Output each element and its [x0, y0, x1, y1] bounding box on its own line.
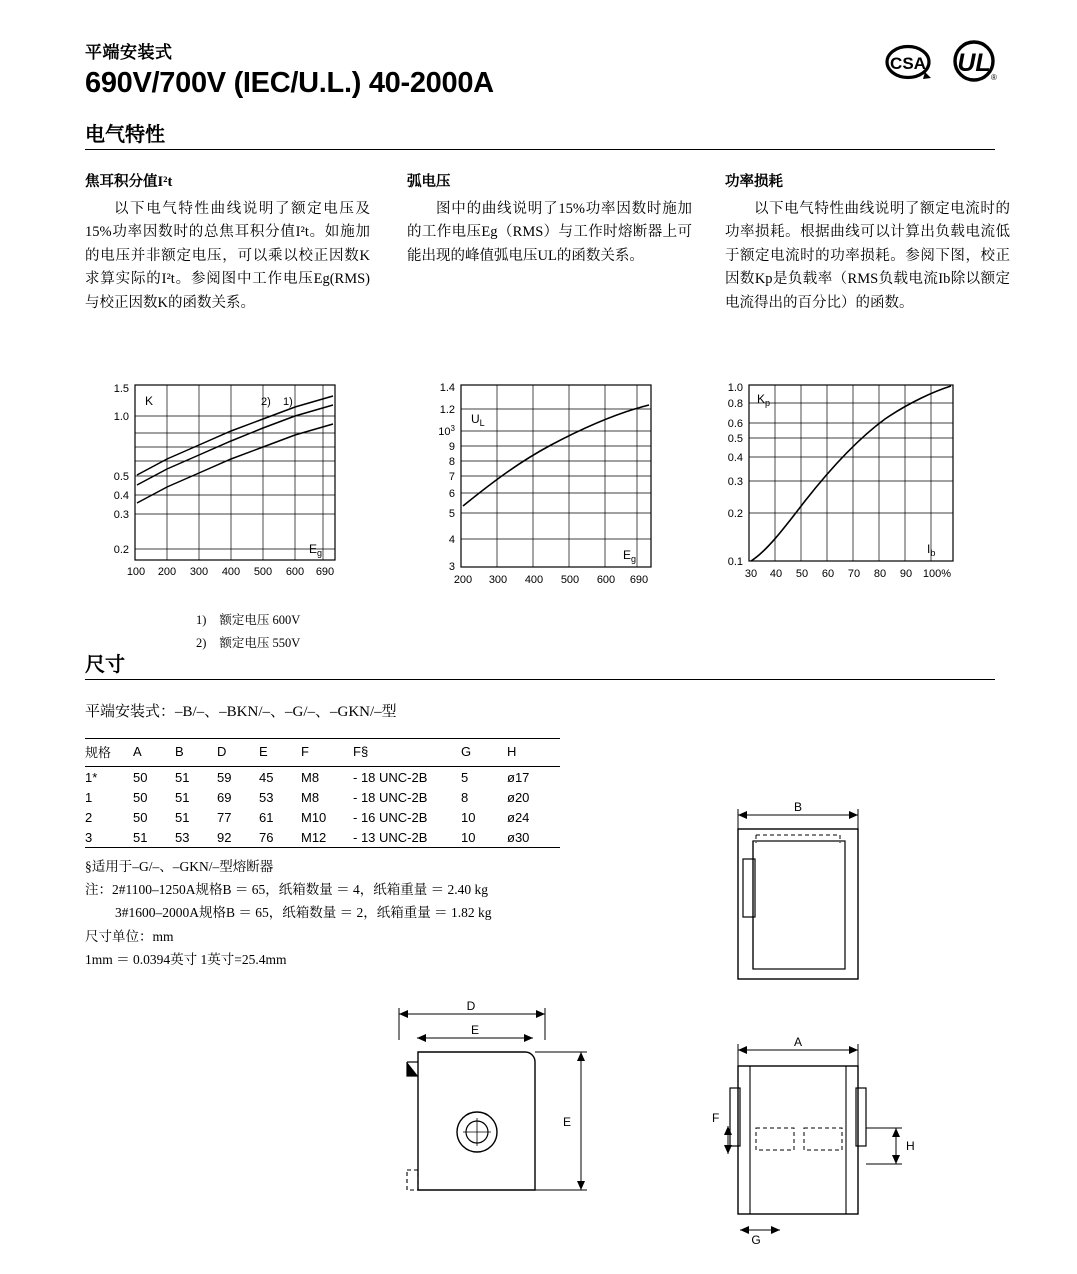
th-spec: 规格 — [85, 745, 112, 760]
header-subtitle: 平端安装式 — [85, 43, 173, 62]
cell: M8 — [301, 769, 320, 785]
footnote-text-2: 额定电压 550V — [219, 635, 301, 650]
svg-text:1): 1) — [283, 396, 293, 408]
svg-text:40: 40 — [769, 568, 783, 580]
column-heading-3: 功率损耗 — [725, 174, 783, 190]
table-row — [85, 787, 560, 807]
column-heading-1: 焦耳积分值I²t — [85, 174, 173, 190]
dimensions-subtitle: 平端安装式：–B/–、–BKN/–、–G/–、–GKN/–型 — [85, 704, 397, 720]
svg-text:8: 8 — [448, 456, 455, 468]
svg-text:E: E — [562, 1115, 571, 1129]
electrical-heading: 电气特性 — [85, 124, 165, 146]
svg-text:0.3: 0.3 — [113, 509, 129, 521]
cell: 61 — [259, 809, 274, 825]
svg-text:1.4: 1.4 — [439, 382, 455, 394]
svg-text:0.5: 0.5 — [727, 433, 743, 445]
svg-text:Eg: $E_g$ — [623, 548, 637, 564]
svg-text:200: 200 — [453, 574, 473, 586]
cell: ø24 — [507, 809, 530, 825]
th-fs: F§ — [353, 744, 369, 759]
y-tick: 1.5 — [113, 383, 129, 395]
svg-text:A: A — [793, 1035, 803, 1049]
cell: 10 — [461, 809, 476, 825]
cell: - 18 UNC-2B — [353, 789, 428, 805]
svg-text:90: 90 — [899, 568, 913, 580]
svg-text:0.4: 0.4 — [113, 490, 129, 502]
svg-text:7: 7 — [448, 471, 455, 483]
cell: ø20 — [507, 789, 530, 805]
svg-text:600: 600 — [596, 574, 616, 586]
note-2: 注：2#1100–1250A规格B ＝ 65，纸箱数量 ＝ 4，纸箱重量 ＝ 2.40 kg — [85, 882, 489, 898]
cell: 1* — [85, 769, 98, 785]
svg-text:H: H — [906, 1139, 915, 1153]
chart-arc-voltage — [425, 375, 675, 605]
svg-text:9: 9 — [448, 441, 455, 453]
svg-text:Eg: $E_g$ — [309, 542, 323, 558]
th-g: G — [461, 744, 472, 759]
table-row — [85, 807, 560, 827]
svg-text:4: 4 — [448, 534, 455, 546]
cell: 5 — [461, 769, 469, 785]
dimensions-heading: 尺寸 — [85, 654, 125, 676]
table-header-row — [85, 739, 560, 767]
dimensions-section — [85, 648, 995, 680]
svg-text:6: 6 — [448, 488, 455, 500]
svg-text:500: 500 — [560, 574, 580, 586]
svg-text:103: $10^3$ — [438, 424, 455, 438]
svg-text:®: ® — [991, 73, 997, 82]
drawing-front-view — [385, 1000, 655, 1235]
note-4: 尺寸单位：mm — [85, 928, 174, 944]
cell: 1 — [85, 789, 93, 805]
csa-logo-icon — [885, 43, 935, 81]
column-body-1: 以下电气特性曲线说明了额定电压及15%功率因数时的总焦耳积分值I²t。如施加的电压并非额定电压，可以乘以校正因数K求算实际的I²t。参阅图中工作电压Eg(RMS)与校正因数K的函数关系。 — [85, 201, 370, 311]
svg-text:UL: $U_L$ — [471, 412, 485, 428]
svg-text:1.0: 1.0 — [113, 411, 129, 423]
cell: M10 — [301, 809, 327, 825]
cell: 51 — [175, 769, 190, 785]
svg-text:2): 2) — [261, 396, 271, 408]
svg-text:0.1: 0.1 — [727, 556, 743, 568]
cell: ø30 — [507, 829, 530, 845]
cell: ø17 — [507, 769, 530, 785]
cell: 53 — [259, 789, 274, 805]
svg-text:500: 500 — [253, 566, 273, 578]
cell: 51 — [133, 829, 148, 845]
svg-text:50: 50 — [795, 568, 809, 580]
svg-text:Kp: $K_p$ — [757, 392, 771, 408]
drawing-side-view-b — [710, 795, 970, 1015]
svg-text:0.8: 0.8 — [727, 398, 743, 410]
footnote-text-1: 额定电压 600V — [219, 613, 301, 627]
footnote-num-2: 2) — [196, 635, 207, 650]
svg-text:F: F — [712, 1111, 720, 1125]
certification-logos — [885, 40, 995, 84]
svg-text:1.0: 1.0 — [727, 382, 743, 394]
svg-text:0.4: 0.4 — [727, 452, 743, 464]
footnote-num-1: 1) — [196, 613, 207, 627]
page-header — [85, 38, 995, 100]
th-f: F — [301, 744, 309, 759]
svg-text:690: 690 — [629, 574, 649, 586]
svg-text:100: 100 — [126, 566, 146, 578]
cell: 8 — [461, 789, 469, 805]
note-1: §适用于–G/–、–GKN/–型熔断器 — [85, 859, 274, 874]
cell: 3 — [85, 829, 93, 845]
cell: M8 — [301, 789, 320, 805]
svg-text:400: 400 — [524, 574, 544, 586]
cell: 59 — [217, 769, 232, 785]
svg-text:K: K — [145, 394, 154, 408]
electrical-section — [85, 118, 995, 150]
ul-logo-icon — [951, 40, 995, 84]
svg-text:G: G — [751, 1233, 761, 1247]
svg-text:0.6: 0.6 — [727, 418, 743, 430]
svg-text:E: E — [470, 1023, 480, 1037]
svg-text:0.2: 0.2 — [113, 544, 129, 556]
cell: 50 — [133, 789, 148, 805]
column-power-loss — [725, 170, 1010, 315]
cell: 76 — [259, 829, 274, 845]
th-d: D — [217, 744, 227, 759]
divider — [85, 679, 995, 680]
column-body-3: 以下电气特性曲线说明了额定电流时的功率损耗。根据曲线可以计算出负载电流低于额定电流时的功率损耗。参阅下图，校正因数Kp是负载率（RMS负载电流Ib除以额定电流得出的百分比）的函数。 — [725, 201, 1010, 311]
cell: 50 — [133, 809, 148, 825]
svg-text:Ib: $I_b$ — [927, 542, 936, 558]
cell: - 18 UNC-2B — [353, 769, 428, 785]
svg-text:0.2: 0.2 — [727, 508, 743, 520]
cell: 77 — [217, 809, 232, 825]
cell: 51 — [175, 809, 190, 825]
svg-text:400: 400 — [221, 566, 241, 578]
svg-text:80: 80 — [873, 568, 887, 580]
column-heading-2: 弧电压 — [407, 174, 451, 190]
svg-text:5: 5 — [448, 508, 455, 520]
table-row — [85, 827, 560, 848]
svg-text:690: 690 — [315, 566, 335, 578]
cell: 51 — [175, 789, 190, 805]
svg-text:1.2: 1.2 — [439, 404, 455, 416]
th-b: B — [175, 744, 184, 759]
svg-text:3: 3 — [448, 561, 455, 573]
column-body-2: 图中的曲线说明了15%功率因数时施加的工作电压Eg（RMS）与工作时熔断器上可能出现的峰值弧电压UL的函数关系。 — [407, 201, 692, 264]
charts-row — [85, 375, 995, 635]
cell: 53 — [175, 829, 190, 845]
svg-text:200: 200 — [157, 566, 177, 578]
table-row — [85, 767, 560, 788]
column-arc-voltage — [407, 170, 692, 268]
cell: 92 — [217, 829, 232, 845]
svg-text:CSA: CSA — [890, 54, 926, 73]
table-notes — [85, 855, 492, 971]
cell: 69 — [217, 789, 232, 805]
svg-text:60: 60 — [821, 568, 835, 580]
chart-k-factor — [103, 375, 363, 605]
svg-text:0.3: 0.3 — [727, 476, 743, 488]
svg-text:0.5: 0.5 — [113, 471, 129, 483]
svg-text:70: 70 — [847, 568, 861, 580]
svg-text:30: 30 — [744, 568, 758, 580]
cell: 2 — [85, 809, 93, 825]
svg-text:600: 600 — [285, 566, 305, 578]
th-e: E — [259, 744, 268, 759]
cell: 45 — [259, 769, 274, 785]
note-3: 3#1600–2000A规格B ＝ 65，纸箱数量 ＝ 2，纸箱重量 ＝ 1.82 kg — [115, 905, 492, 921]
footnote-row — [195, 610, 310, 631]
cell: M12 — [301, 829, 327, 845]
column-i2t — [85, 170, 370, 315]
page-content — [85, 0, 1010, 1274]
chart-power-factor — [715, 375, 985, 605]
th-h: H — [507, 744, 517, 759]
cell: - 13 UNC-2B — [353, 829, 428, 845]
page-title: 690V/700V (IEC/U.L.) 40-2000A — [85, 67, 494, 99]
note-5: 1mm ＝ 0.0394英寸 1英寸=25.4mm — [85, 951, 287, 967]
svg-text:300: 300 — [488, 574, 508, 586]
svg-text:D: D — [466, 1000, 476, 1013]
drawing-side-view-a — [710, 1030, 970, 1255]
svg-text:100%: 100% — [922, 568, 952, 580]
dimensions-table — [85, 738, 560, 848]
cell: - 16 UNC-2B — [353, 809, 428, 825]
svg-text:UL: UL — [957, 49, 991, 77]
th-a: A — [133, 744, 142, 759]
divider — [85, 149, 995, 150]
svg-text:B: B — [793, 800, 803, 814]
svg-text:300: 300 — [189, 566, 209, 578]
cell: 10 — [461, 829, 476, 845]
cell: 50 — [133, 769, 148, 785]
